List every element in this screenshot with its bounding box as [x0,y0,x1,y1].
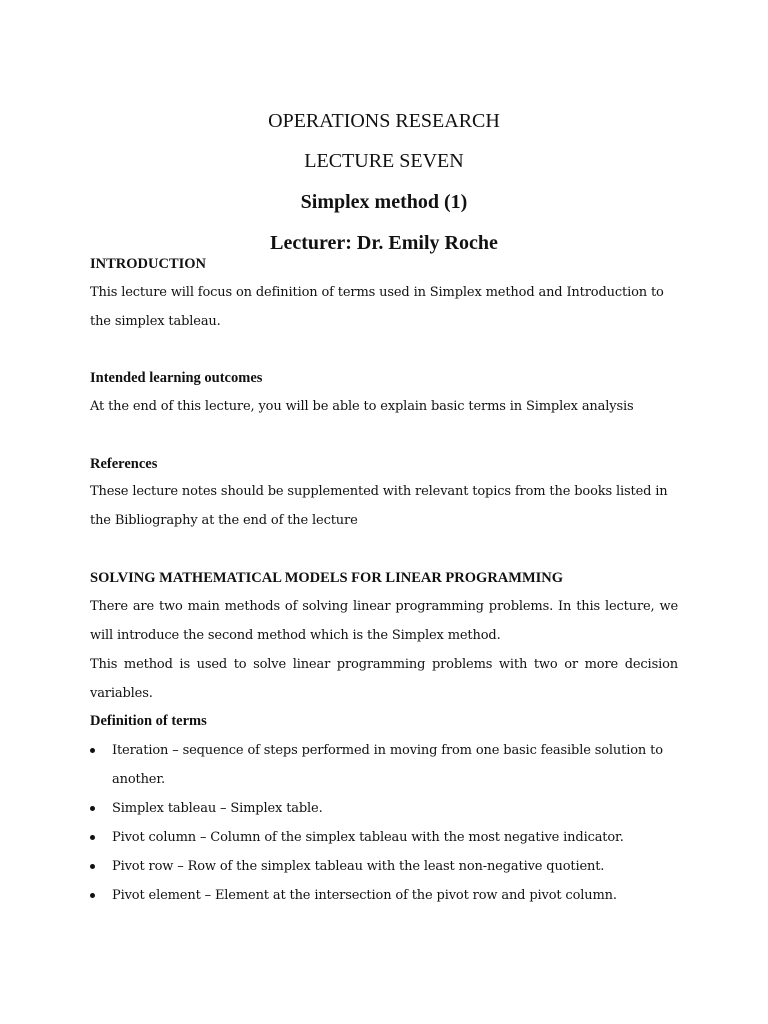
solving-paragraph-1: There are two main methods of solving linear programming problems. In this lecture, we will introduce the second method which is the Simplex method. [90,599,678,643]
definition-text: Pivot row – Row of the simplex tableau with the least non-negative quotient. [112,859,605,874]
definition-text: Iteration – sequence of steps performed in moving from one basic feasible solution to another. [112,743,663,787]
introduction-text: This lecture will focus on definition of terms used in Simplex method and Introduction to the simplex tableau. [90,285,664,329]
list-item [90,794,678,823]
list-item [90,852,678,881]
list-item [90,881,678,910]
bullet-icon [90,864,95,869]
lecture-topic: Simplex method (1) [300,191,468,213]
document-page [90,0,680,1024]
lecturer-name: Lecturer: Dr. Emily Roche [270,232,498,254]
definition-text: Pivot column – Column of the simplex tableau with the most negative indicator. [112,830,624,845]
outcomes-text: At the end of this lecture, you will be able to explain basic terms in Simplex analysis [90,399,634,414]
references-heading: References [90,456,158,472]
definition-text: Pivot element – Element at the intersection of the pivot row and pivot column. [112,888,617,903]
introduction-heading: INTRODUCTION [90,256,207,272]
bullet-icon [90,835,95,840]
definition-text: Simplex tableau – Simplex table. [112,801,323,816]
lecture-number: LECTURE SEVEN [304,150,464,172]
list-item [90,736,678,794]
definitions-heading: Definition of terms [90,713,207,729]
bullet-icon [90,893,95,898]
outcomes-heading: Intended learning outcomes [90,370,263,386]
references-text: These lecture notes should be supplemented with relevant topics from the books listed in the Bibliography at the end of the lecture [90,484,668,528]
solving-paragraph-2: This method is used to solve linear programming problems with two or more decision variables. [90,657,678,701]
solving-heading: SOLVING MATHEMATICAL MODELS FOR LINEAR PROGRAMMING [90,570,564,586]
definitions-list [90,736,678,910]
bullet-icon [90,806,95,811]
list-item [90,823,678,852]
course-title: OPERATIONS RESEARCH [268,110,500,132]
bullet-icon [90,748,95,753]
